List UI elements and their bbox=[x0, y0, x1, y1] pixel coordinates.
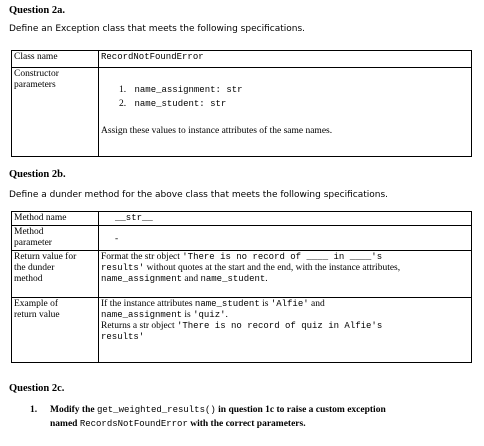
method-name-row bbox=[12, 212, 472, 226]
constructor-label-line2: parameters bbox=[14, 80, 56, 90]
q2c-line-2: named RecordsNotFoundError with the correct parameters. bbox=[50, 419, 306, 429]
example-label-line1: Example of bbox=[14, 299, 59, 309]
q2a-heading: Question 2a. bbox=[9, 5, 66, 16]
method-param-value-cell bbox=[99, 226, 472, 251]
class-name-row bbox=[12, 51, 472, 68]
q2a-spec-table bbox=[11, 50, 472, 157]
param-1-num: 1. bbox=[119, 85, 127, 95]
return-line-3: name_assignment and name_student. bbox=[101, 274, 268, 284]
q2c-heading: Question 2c. bbox=[9, 383, 65, 394]
class-name-label: Class name bbox=[12, 51, 99, 68]
class-name-value-cell bbox=[99, 51, 472, 68]
method-param-value: - bbox=[115, 234, 119, 244]
q2c-item-num: 1. bbox=[30, 405, 38, 415]
method-name-value: __str__ bbox=[115, 213, 153, 223]
param-1 bbox=[119, 85, 469, 96]
return-label-line1: Return value for bbox=[14, 252, 77, 262]
class-name-value: RecordNotFoundError bbox=[101, 52, 204, 62]
q2b-instruction: Define a dunder method for the above class that meets the following specifications. bbox=[9, 190, 389, 200]
constructor-label-line1: Constructor bbox=[14, 69, 59, 79]
example-line-2: name_assignment is 'quiz'. bbox=[101, 310, 228, 320]
return-label-cell bbox=[12, 251, 99, 298]
example-label-line2: return value bbox=[14, 310, 60, 320]
return-label-line2: the dunder bbox=[14, 263, 55, 273]
q2a-instruction: Define an Exception class that meets the following specifications. bbox=[9, 24, 305, 34]
return-label-line3: method bbox=[14, 274, 43, 284]
constructor-row bbox=[12, 68, 472, 157]
example-line-1: If the instance attributes name_student is 'Alfie' and bbox=[101, 299, 325, 309]
param-1-text: name_assignment: str bbox=[134, 85, 243, 95]
return-value-row bbox=[12, 251, 472, 298]
return-value-cell bbox=[99, 251, 472, 298]
return-line-1: Format the str object 'There is no record of ____ in ____'s bbox=[101, 252, 383, 262]
constructor-params-cell bbox=[99, 68, 472, 157]
param-2-num: 2. bbox=[119, 99, 127, 109]
method-param-row bbox=[12, 226, 472, 251]
example-value-cell bbox=[99, 298, 472, 363]
example-line-4: results' bbox=[101, 332, 145, 342]
method-param-label-line2: parameter bbox=[14, 238, 52, 248]
method-name-value-cell bbox=[99, 212, 472, 226]
example-line-3: Returns a str object 'There is no record of quiz in Alfie's bbox=[101, 321, 383, 331]
method-param-label-cell bbox=[12, 226, 99, 251]
param-2-text: name_student: str bbox=[134, 99, 227, 109]
q2b-heading: Question 2b. bbox=[9, 169, 66, 180]
q2b-spec-table bbox=[11, 211, 472, 363]
param-2 bbox=[119, 99, 469, 110]
example-row bbox=[12, 298, 472, 363]
example-label-cell bbox=[12, 298, 99, 363]
constructor-label-cell bbox=[12, 68, 99, 157]
method-name-label: Method name bbox=[12, 212, 99, 226]
method-param-label-line1: Method bbox=[14, 227, 44, 237]
return-line-2: results' without quotes at the start and the end, with the instance attributes, bbox=[101, 263, 401, 273]
q2c-line-1: Modify the get_weighted_results() in question 1c to raise a custom exception bbox=[50, 405, 386, 415]
assign-note: Assign these values to instance attributes of the same names. bbox=[101, 126, 333, 136]
